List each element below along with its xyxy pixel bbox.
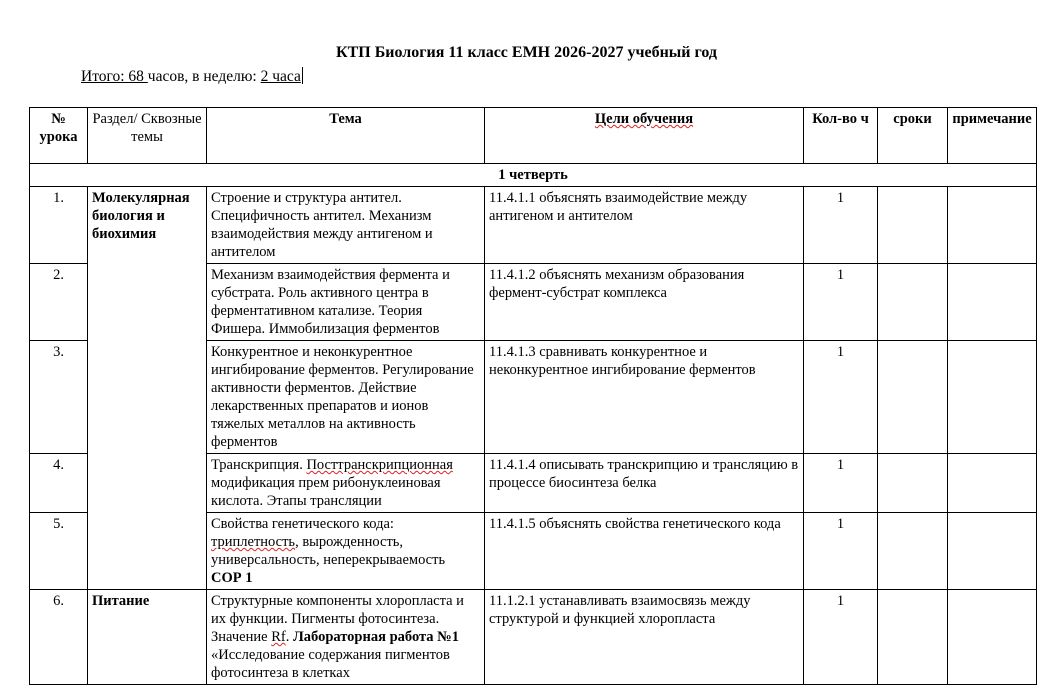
notes-cell	[948, 513, 1037, 590]
dates-cell	[878, 187, 948, 264]
goal-cell: 11.4.1.4 описывать транскрипцию и трансляцию в процессе биосинтеза белка	[485, 454, 804, 513]
goal-cell: 11.1.2.1 устанавливать взаимосвязь между структурой и функцией хлоропласта	[485, 590, 804, 685]
assessment-label: СОР 1	[211, 570, 253, 586]
topic-cell: Свойства генетического кода: триплетность, вырожденность, универсальность, неперекрываемость СОР 1	[207, 513, 485, 590]
header-notes: примечание	[948, 108, 1037, 164]
lesson-number: 2.	[30, 264, 88, 341]
curriculum-table	[29, 107, 1037, 685]
header-topic: Тема	[207, 108, 485, 164]
per-week-label: часов, в неделю:	[147, 68, 261, 85]
dates-cell	[878, 264, 948, 341]
dates-cell	[878, 590, 948, 685]
goal-cell: 11.4.1.3 сравнивать конкурентное и неконкурентное ингибирование ферментов	[485, 341, 804, 454]
quarter-row	[30, 164, 1037, 187]
hours-cell: 1	[804, 264, 878, 341]
table-row	[30, 187, 1037, 264]
hours-cell: 1	[804, 590, 878, 685]
notes-cell	[948, 454, 1037, 513]
total-hours-value: 68	[128, 68, 148, 85]
notes-cell	[948, 264, 1037, 341]
notes-cell	[948, 341, 1037, 454]
header-lesson-number: № урока	[30, 108, 88, 164]
lesson-number: 1.	[30, 187, 88, 264]
lesson-number: 6.	[30, 590, 88, 685]
quarter-label: 1 четверть	[30, 164, 1037, 187]
hours-cell: 1	[804, 513, 878, 590]
topic-cell: Механизм взаимодействия фермента и субстрата. Роль активного центра в ферментативном катализе. Теория Фишера. Иммобилизация ферментов	[207, 264, 485, 341]
hours-cell: 1	[804, 187, 878, 264]
notes-cell	[948, 590, 1037, 685]
hours-cell: 1	[804, 341, 878, 454]
table-header-row	[30, 108, 1037, 164]
topic-cell: Конкурентное и неконкурентное ингибирование ферментов. Регулирование активности ферментов. Действие лекарственных препаратов и ионов тяжелых металлов на активность ферментов	[207, 341, 485, 454]
lesson-number: 5.	[30, 513, 88, 590]
topic-cell: Строение и структура антител. Специфичность антител. Механизм взаимодействия между антигеном и антителом	[207, 187, 485, 264]
text-cursor	[302, 67, 303, 84]
goal-cell: 11.4.1.1 объяснять взаимодействие между антигеном и антителом	[485, 187, 804, 264]
goal-cell: 11.4.1.5 объяснять свойства генетического кода	[485, 513, 804, 590]
header-goals: Цели обучения	[485, 108, 804, 164]
section-cell: Молекулярная биология и биохимия	[88, 187, 207, 590]
total-label: Итого: 68	[81, 68, 148, 85]
lesson-number: 3.	[30, 341, 88, 454]
dates-cell	[878, 454, 948, 513]
table-row	[30, 590, 1037, 685]
lesson-number: 4.	[30, 454, 88, 513]
topic-cell: Транскрипция. Посттранскрипционная модификация прем рибонуклеиновая кислота. Этапы трансляции	[207, 454, 485, 513]
document-title: КТП Биология 11 класс ЕМН 2026-2027 учебный год	[335, 44, 718, 61]
header-hours: Кол-во ч	[804, 108, 878, 164]
hours-summary	[81, 67, 303, 86]
lab-work-label: Лабораторная работа №1	[292, 629, 460, 645]
dates-cell	[878, 513, 948, 590]
topic-cell: Структурные компоненты хлоропласта и их функции. Пигменты фотосинтеза. Значение Rf. Лабораторная работа №1 «Исследование содержания пигментов фотосинтеза в клетках	[207, 590, 485, 685]
section-cell: Питание	[88, 590, 207, 685]
header-dates: сроки	[878, 108, 948, 164]
goal-cell: 11.4.1.2 объяснять механизм образования фермент-субстрат комплекса	[485, 264, 804, 341]
header-section: Раздел/ Сквозные темы	[88, 108, 207, 164]
dates-cell	[878, 341, 948, 454]
hours-cell: 1	[804, 454, 878, 513]
weekly-hours-value: 2 часа	[260, 68, 301, 85]
notes-cell	[948, 187, 1037, 264]
